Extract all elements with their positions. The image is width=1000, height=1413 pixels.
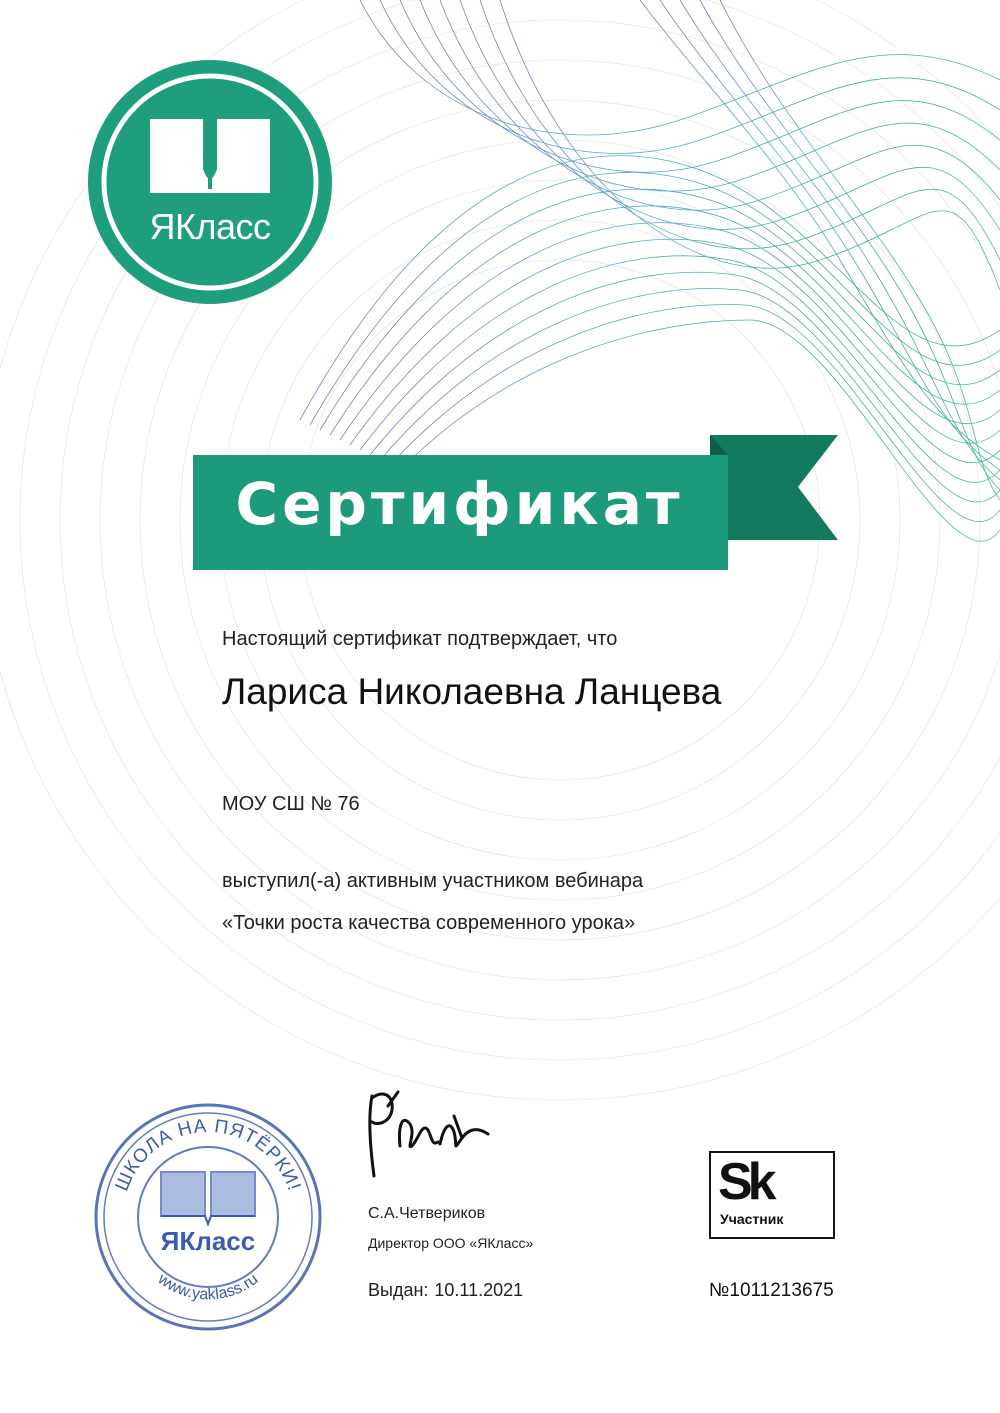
certificate-title: Сертификат bbox=[235, 470, 684, 538]
recipient-name: Лариса Николаевна Ланцева bbox=[222, 671, 722, 712]
participation-text: выступил(-а) активным участником вебинара bbox=[222, 870, 644, 892]
stamp-url-text: www.yaklass.ru bbox=[154, 1270, 262, 1304]
issued-date: 10.11.2021 bbox=[434, 1280, 524, 1300]
stamp-book-icon bbox=[161, 1172, 255, 1224]
signer-name: С.А.Четвериков bbox=[368, 1205, 486, 1222]
stamp-top-text: ШКОЛА НА ПЯТЁРКИ! bbox=[111, 1115, 305, 1195]
director-signature bbox=[358, 1076, 498, 1188]
school-stamp bbox=[93, 1102, 323, 1332]
skolkovo-logo: Sk bbox=[718, 1153, 772, 1211]
open-book-icon bbox=[150, 119, 270, 193]
logo-brand-text: ЯКласс bbox=[149, 206, 271, 247]
issued-label: Выдан: bbox=[368, 1280, 429, 1300]
yaklass-logo bbox=[85, 57, 335, 307]
signer-title: Директор ООО «ЯКласс» bbox=[368, 1235, 534, 1251]
certificate-number: №1011213675 bbox=[709, 1280, 834, 1301]
intro-text: Настоящий сертификат подтверждает, что bbox=[222, 628, 618, 650]
webinar-topic: «Точки роста качества современного урока» bbox=[222, 912, 636, 934]
school-name: МОУ СШ № 76 bbox=[222, 793, 360, 815]
skolkovo-participant-label: Участник bbox=[720, 1211, 784, 1227]
issue-date-line bbox=[368, 1280, 523, 1301]
stamp-brand-text: ЯКласс bbox=[160, 1226, 256, 1256]
